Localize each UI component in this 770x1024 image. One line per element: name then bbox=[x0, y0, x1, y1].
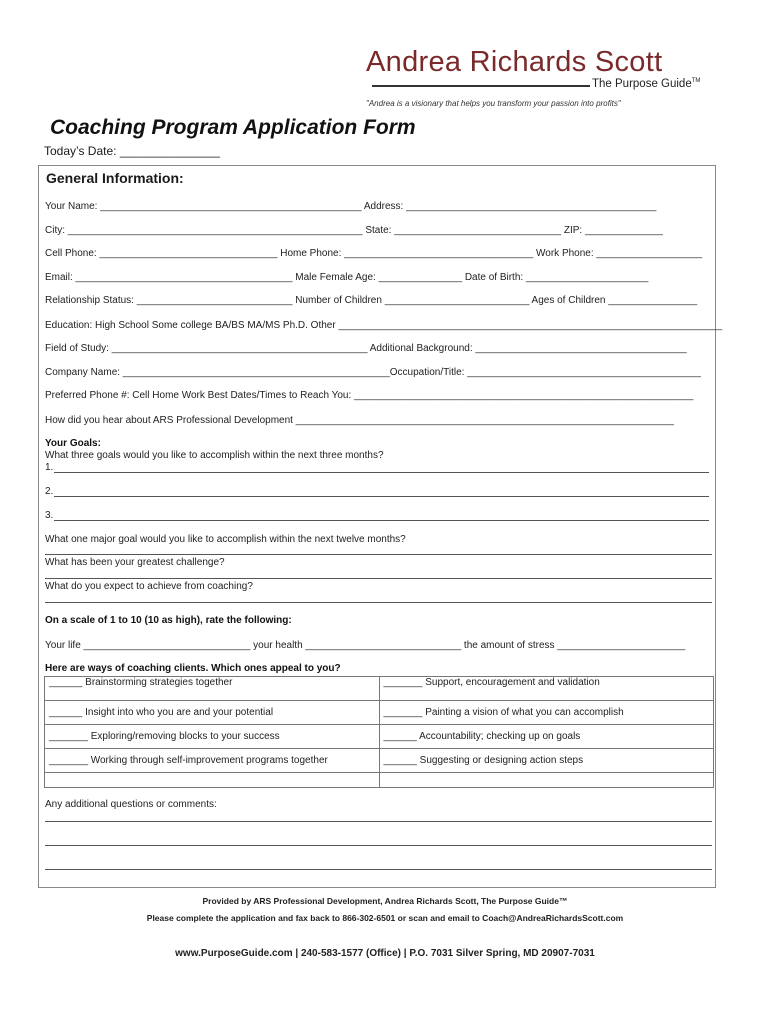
empty-cell[interactable] bbox=[379, 773, 714, 788]
comment-line[interactable] bbox=[45, 869, 712, 870]
goal-1-line[interactable] bbox=[54, 472, 709, 473]
table-row bbox=[45, 677, 714, 701]
way-option[interactable]: _______ Exploring/removing blocks to your success bbox=[45, 725, 380, 749]
phone-row[interactable]: Cell Phone: ________________________________ Home Phone: __________________________________ Work Phone: ___________________ bbox=[45, 248, 703, 259]
brand-name: Andrea Richards Scott bbox=[366, 46, 663, 78]
brand-divider bbox=[372, 85, 590, 87]
how-did-you-hear-row[interactable]: How did you hear about ARS Professional Development ____________________________________________________________________ bbox=[45, 415, 674, 426]
scale-rating-row[interactable]: Your life ______________________________ your health ____________________________ the amount of stress _______________________ bbox=[45, 640, 686, 651]
goal-2-line[interactable] bbox=[54, 496, 709, 497]
preferred-phone-row[interactable]: Preferred Phone #: Cell Home Work Best Dates/Times to Reach You: _____________________________________________________________ bbox=[45, 390, 694, 401]
goal-1-label: 1. bbox=[45, 462, 54, 473]
three-goals-question: What three goals would you like to accomplish within the next three months? bbox=[45, 450, 384, 461]
challenge-question: What has been your greatest challenge? bbox=[45, 557, 225, 568]
major-goal-question: What one major goal would you like to accomplish within the next twelve months? bbox=[45, 534, 406, 545]
comment-line[interactable] bbox=[45, 821, 712, 822]
brand-tagline: "Andrea is a visionary that helps you transform your passion into profits" bbox=[366, 99, 621, 108]
major-goal-line[interactable] bbox=[45, 554, 712, 555]
way-option[interactable]: _______ Support, encouragement and validation bbox=[379, 677, 714, 701]
table-row bbox=[45, 749, 714, 773]
footer-provided-by: Provided by ARS Professional Development, Andrea Richards Scott, The Purpose Guide™ bbox=[202, 896, 568, 906]
goal-3-line[interactable] bbox=[54, 520, 709, 521]
empty-cell[interactable] bbox=[45, 773, 380, 788]
expectation-line[interactable] bbox=[45, 602, 712, 603]
field-of-study-row[interactable]: Field of Study: ______________________________________________ Additional Background: ______________________________________ bbox=[45, 343, 687, 354]
way-option[interactable]: ______ Suggesting or designing action steps bbox=[379, 749, 714, 773]
general-info-heading: General Information: bbox=[46, 170, 184, 186]
your-name-address-row[interactable]: Your Name: _______________________________________________ Address: _____________________________________________ bbox=[45, 201, 657, 212]
table-row bbox=[45, 773, 714, 788]
goals-heading: Your Goals: bbox=[45, 438, 101, 449]
education-row[interactable]: Education: High School Some college BA/BS MA/MS Ph.D. Other _____________________________________________________________________ bbox=[45, 320, 723, 331]
comments-label: Any additional questions or comments: bbox=[45, 799, 217, 810]
comment-line[interactable] bbox=[45, 845, 712, 846]
way-option[interactable]: ______ Brainstorming strategies together bbox=[45, 677, 380, 701]
goal-3-label: 3. bbox=[45, 510, 54, 521]
coaching-ways-table bbox=[44, 676, 714, 788]
company-occupation-row[interactable]: Company Name: ________________________________________________Occupation/Title: __________________________________________ bbox=[45, 367, 701, 378]
relationship-children-row[interactable]: Relationship Status: ____________________________ Number of Children __________________________ Ages of Children ________________ bbox=[45, 295, 698, 306]
footer-contact: www.PurposeGuide.com | 240-583-1577 (Office) | P.O. 7031 Silver Spring, MD 20907-7031 bbox=[175, 948, 595, 959]
way-option[interactable]: ______ Insight into who you are and your potential bbox=[45, 701, 380, 725]
challenge-line[interactable] bbox=[45, 578, 712, 579]
brand-sub-text: The Purpose Guide bbox=[592, 78, 692, 90]
brand-subtitle bbox=[592, 78, 700, 90]
footer-instructions: Please complete the application and fax back to 866-302-6501 or scan and email to Coach@AndreaRichardsScott.com bbox=[146, 913, 624, 923]
table-row bbox=[45, 725, 714, 749]
goal-2-label: 2. bbox=[45, 486, 54, 497]
expectation-question: What do you expect to achieve from coaching? bbox=[45, 581, 253, 592]
scale-heading: On a scale of 1 to 10 (10 as high), rate the following: bbox=[45, 615, 292, 626]
page-title: Coaching Program Application Form bbox=[50, 116, 416, 139]
way-option[interactable]: _______ Painting a vision of what you can accomplish bbox=[379, 701, 714, 725]
city-state-zip-row[interactable]: City: _____________________________________________________ State: ______________________________ ZIP: ______________ bbox=[45, 225, 663, 236]
brand-tm: TM bbox=[691, 78, 701, 84]
ways-heading: Here are ways of coaching clients. Which ones appeal to you? bbox=[45, 663, 341, 674]
todays-date-field[interactable]: Today’s Date: _______________ bbox=[44, 144, 220, 158]
way-option[interactable]: _______ Working through self-improvement programs together bbox=[45, 749, 380, 773]
email-gender-age-row[interactable]: Email: _______________________________________ Male Female Age: _______________ Date of Birth: ______________________ bbox=[45, 272, 649, 283]
way-option[interactable]: ______ Accountability; checking up on goals bbox=[379, 725, 714, 749]
table-row bbox=[45, 701, 714, 725]
